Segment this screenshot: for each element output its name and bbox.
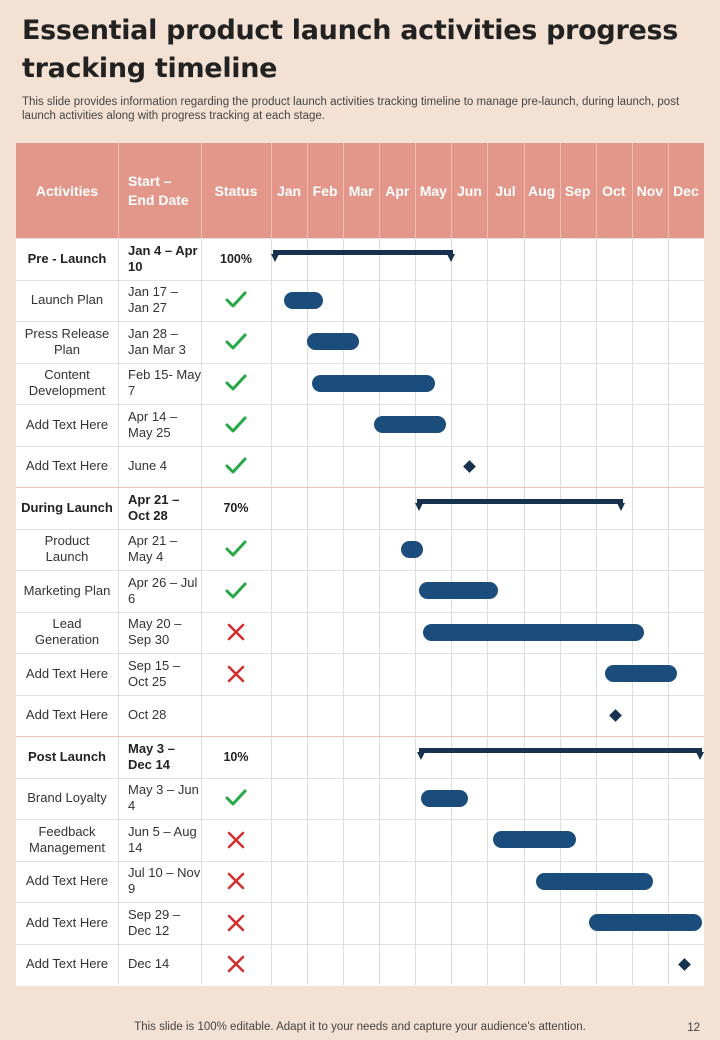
header-month-may: May [419, 182, 447, 199]
date-range: June 4 [128, 458, 168, 474]
activity-label: Add Text Here [25, 956, 109, 972]
activity-label: Content Development [28, 367, 106, 399]
header-divider [307, 143, 308, 238]
header-month-nov: Nov [636, 182, 664, 199]
phase-row [16, 736, 704, 778]
gantt-bar [374, 416, 446, 433]
footer-note: This slide is 100% editable. Adapt it to your needs and capture your audience's attention. [134, 1021, 586, 1033]
date-range: Apr 14 – May 25 [128, 408, 178, 440]
header-dates-line2: End Date [128, 191, 189, 208]
milestone-diamond [463, 460, 476, 473]
check-icon [201, 363, 271, 405]
header-divider [487, 143, 488, 238]
header-divider [668, 143, 669, 238]
header-month-sep: Sep [564, 182, 591, 199]
activity-label: Add Text Here [25, 707, 109, 723]
table-row [16, 861, 704, 903]
header-month-apr: Apr [385, 182, 410, 199]
phase-bracket [273, 250, 453, 255]
milestone-diamond [609, 709, 622, 722]
date-range: Feb 15- May 7 [128, 367, 201, 399]
header-divider [343, 143, 344, 238]
activity-label: Brand Loyalty [27, 790, 107, 806]
date-range: Jan 17 – Jan 27 [128, 284, 178, 316]
phase-bracket [417, 499, 623, 504]
status-percent: 70% [223, 500, 249, 515]
date-range: Jul 10 – Nov 9 [128, 865, 201, 897]
date-range: Jun 5 – Aug 14 [128, 823, 197, 855]
header-divider [560, 143, 561, 238]
activity-label: Launch Plan [30, 292, 104, 308]
timeline-table [16, 143, 704, 986]
phase-bracket [419, 748, 702, 753]
check-icon [201, 446, 271, 488]
cross-icon [201, 944, 271, 986]
activity-label: Post Launch [27, 748, 106, 764]
check-icon [201, 404, 271, 446]
check-icon [201, 321, 271, 363]
gantt-bar [401, 541, 423, 558]
table-row [16, 612, 704, 654]
cross-icon [201, 612, 271, 654]
date-range: Sep 15 – Oct 25 [128, 657, 181, 689]
header-divider [632, 143, 633, 238]
activity-label: Pre - Launch [27, 250, 107, 266]
check-icon [201, 570, 271, 612]
table-row [16, 570, 704, 612]
table-row [16, 280, 704, 322]
gantt-bar [536, 873, 653, 890]
gantt-bar [605, 665, 677, 682]
activity-label: Lead Generation [34, 616, 100, 648]
activity-label: Add Text Here [25, 665, 109, 681]
header-dates-line1: Start – [128, 172, 172, 189]
bracket-left-tick [415, 503, 423, 511]
table-row [16, 944, 704, 986]
check-icon [201, 778, 271, 820]
date-range: Apr 26 – Jul 6 [128, 574, 198, 606]
header-month-jun: Jun [456, 182, 482, 199]
bracket-right-tick [617, 503, 625, 511]
header-divider [379, 143, 380, 238]
bracket-right-tick [447, 254, 455, 262]
header-status: Status [214, 182, 258, 199]
date-range: May 3 – Dec 14 [128, 740, 175, 772]
date-range: May 3 – Jun 4 [128, 782, 199, 814]
activity-label: Marketing Plan [23, 582, 111, 598]
header-month-dec: Dec [673, 182, 699, 199]
table-row [16, 819, 704, 861]
milestone-diamond [678, 958, 691, 971]
status-percent [201, 695, 271, 737]
header-divider [596, 143, 597, 238]
header-activities: Activities [35, 182, 99, 199]
gantt-bar [493, 831, 576, 848]
table-row [16, 778, 704, 820]
header-divider [415, 143, 416, 238]
bracket-left-tick [271, 254, 279, 262]
header-divider [201, 143, 202, 238]
activity-label: Add Text Here [25, 458, 109, 474]
activity-label: Product Launch [44, 533, 90, 565]
header-divider [271, 143, 272, 238]
date-range: Jan 4 – Apr 10 [128, 242, 198, 274]
table-row [16, 363, 704, 405]
bracket-right-tick [696, 752, 704, 760]
status-percent: 100% [220, 251, 252, 266]
date-range: Apr 21 – Oct 28 [128, 491, 180, 523]
gantt-bar [421, 790, 468, 807]
header-divider [118, 143, 119, 238]
table-row [16, 902, 704, 944]
table-row [16, 321, 704, 363]
activity-label: Press Release Plan [24, 325, 110, 357]
page-number: 12 [687, 1022, 700, 1034]
table-row [16, 695, 704, 737]
activity-label: Add Text Here [25, 914, 109, 930]
date-range: Sep 29 – Dec 12 [128, 906, 181, 938]
table-row [16, 446, 704, 488]
bracket-left-tick [417, 752, 425, 760]
cross-icon [201, 653, 271, 695]
phase-row [16, 238, 704, 280]
activity-label: Feedback Management [29, 823, 105, 855]
header-divider [524, 143, 525, 238]
header-month-aug: Aug [527, 182, 556, 199]
activity-label: Add Text Here [25, 873, 109, 889]
header-month-oct: Oct [602, 182, 626, 199]
date-range: Oct 28 [128, 707, 167, 723]
header-month-mar: Mar [348, 182, 374, 199]
phase-row [16, 487, 704, 529]
gantt-bar [284, 292, 324, 309]
table-row [16, 404, 704, 446]
cross-icon [201, 861, 271, 903]
activity-label: During Launch [21, 499, 113, 515]
gantt-bar [589, 914, 703, 931]
header-month-jan: Jan [276, 182, 302, 199]
table-row [16, 529, 704, 571]
date-range: May 20 – Sep 30 [128, 616, 182, 648]
date-range: Jan 28 – Jan Mar 3 [128, 325, 186, 357]
header-dates [128, 143, 208, 238]
header-divider [451, 143, 452, 238]
table-header [16, 143, 704, 238]
gantt-bar [423, 624, 645, 641]
check-icon [201, 529, 271, 571]
date-range: Apr 21 – May 4 [128, 533, 178, 565]
table-row [16, 653, 704, 695]
cross-icon [201, 902, 271, 944]
check-icon [201, 280, 271, 322]
gantt-bar [419, 582, 498, 599]
header-month-feb: Feb [312, 182, 338, 199]
gantt-bar [312, 375, 435, 392]
gantt-bar [307, 333, 359, 350]
activity-label: Add Text Here [25, 416, 109, 432]
header-month-jul: Jul [495, 182, 516, 199]
date-range: Dec 14 [128, 956, 170, 972]
cross-icon [201, 819, 271, 861]
status-percent: 10% [223, 749, 249, 764]
page-title: Essential product launch activities progress tracking timeline [22, 15, 679, 84]
page-subtitle: This slide provides information regarding the product launch activities tracking timeline to manage pre-launch, during launch, post launch activities along with progress tracking at each stage. [22, 96, 680, 122]
